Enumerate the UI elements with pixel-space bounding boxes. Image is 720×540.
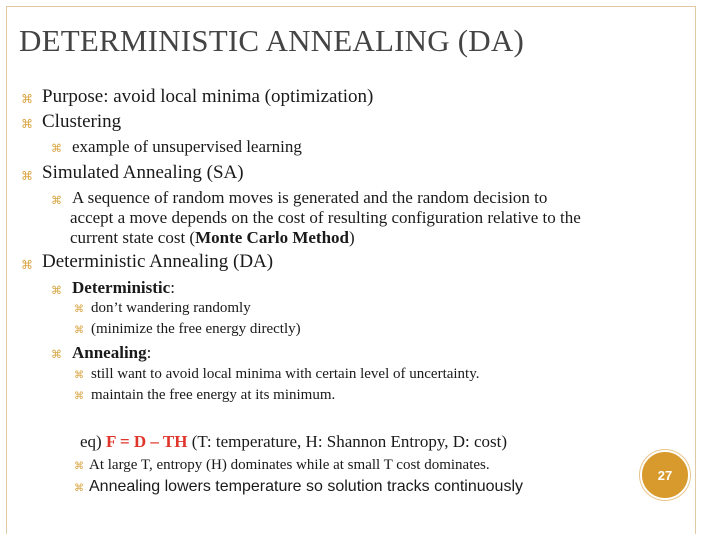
monte-carlo-method: Monte Carlo Method [195, 228, 350, 247]
bullet-icon: ⌘ [21, 169, 33, 183]
bullet-icon: ⌘ [74, 304, 84, 315]
slide-title: DETERMINISTIC ANNEALING (DA) [19, 23, 524, 58]
slide-border-top [6, 6, 696, 7]
sa-description-line3-prefix: current state cost ( [70, 228, 196, 247]
equation-prefix: eq) [80, 432, 106, 451]
bullet-da: Deterministic Annealing (DA) [42, 251, 274, 272]
deterministic-label: Deterministic [72, 278, 171, 297]
bullet-icon: ⌘ [21, 117, 33, 131]
bullet-clustering: Clustering [42, 111, 122, 132]
slide-border-left [6, 6, 7, 534]
bullet-icon: ⌘ [51, 194, 62, 207]
sa-description-line2: accept a move depends on the cost of resulting configuration relative to the [70, 208, 581, 227]
bullet-icon: ⌘ [74, 483, 84, 494]
annealing-heading [72, 343, 151, 363]
bullet-icon: ⌘ [21, 92, 33, 106]
equation-definitions: (T: temperature, H: Shannon Entropy, D: cost) [187, 432, 508, 451]
deterministic-heading [72, 278, 175, 298]
bullet-sa: Simulated Annealing (SA) [42, 162, 244, 183]
ann-item-1: still want to avoid local minima with certain level of uncertainty. [91, 366, 480, 382]
annealing-label: Annealing [72, 343, 147, 362]
eq-item-2: Annealing lowers temperature so solution tracks continuously [89, 478, 524, 495]
free-energy-formula: F = D – TH [105, 432, 188, 451]
annealing-colon: : [146, 343, 152, 362]
bullet-icon: ⌘ [51, 142, 62, 155]
bullet-icon: ⌘ [74, 391, 84, 402]
equation-line [80, 432, 507, 452]
bullet-purpose: Purpose: avoid local minima (optimization) [42, 86, 374, 107]
bullet-icon: ⌘ [21, 258, 33, 272]
bullet-icon: ⌘ [74, 370, 84, 381]
bullet-clustering-sub: example of unsupervised learning [72, 137, 302, 156]
bullet-icon: ⌘ [51, 284, 62, 297]
det-item-1: don’t wandering randomly [91, 300, 251, 316]
slide-border-right [695, 6, 696, 534]
sa-description-line1: A sequence of random moves is generated and the random decision to [72, 188, 548, 207]
sa-description-line3 [70, 228, 355, 248]
sa-description-line3-suffix: ) [349, 228, 355, 247]
page-number-badge: 27 [640, 450, 690, 500]
eq-item-1: At large T, entropy (H) dominates while at small T cost dominates. [89, 457, 490, 473]
ann-item-2: maintain the free energy at its minimum. [91, 387, 336, 403]
det-item-2: (minimize the free energy directly) [91, 321, 301, 337]
bullet-icon: ⌘ [51, 348, 62, 361]
bullet-icon: ⌘ [74, 325, 84, 336]
bullet-icon: ⌘ [74, 461, 84, 472]
deterministic-colon: : [170, 278, 175, 297]
